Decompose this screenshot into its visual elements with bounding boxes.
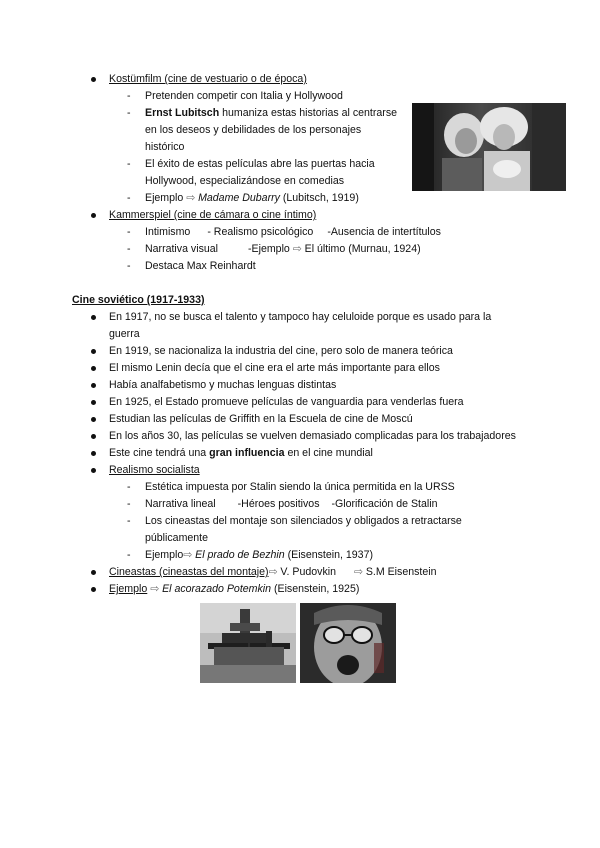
dash: - xyxy=(127,90,131,102)
bullet-dot xyxy=(91,587,96,592)
bullet-dot xyxy=(91,468,96,473)
sovietico-bullet: Había analfabetismo y muchas lenguas distintas xyxy=(109,379,337,391)
kammerspiel-row: Narrativa visual -Ejemplo ⇨ El último (Murnau, 1924) xyxy=(145,243,421,255)
hollow-right-arrow-icon: ⇨ xyxy=(150,583,160,595)
hollow-right-arrow-icon: ⇨ xyxy=(353,566,363,578)
sovietico-bullet: En 1917, no se busca el talento y tampoco hay celuloide porque es usado para la xyxy=(109,311,492,323)
ejemplo-line: Ejemplo ⇨ El acorazado Potemkin (Eisenstein, 1925) xyxy=(109,583,360,595)
screaming-woman-film-still xyxy=(300,603,396,683)
sovietico-bullet: Estudian las películas de Griffith en la Escuela de cine de Moscú xyxy=(109,413,413,425)
dash: - xyxy=(127,481,131,493)
battleship-film-still xyxy=(200,603,296,683)
sovietico-bullet: En los años 30, las películas se vuelven demasiado complicadas para los trabajadores xyxy=(109,430,516,442)
realismo-item: públicamente xyxy=(145,532,209,544)
bullet-dot xyxy=(91,570,96,575)
dash: - xyxy=(127,192,131,204)
dash: - xyxy=(127,260,131,272)
dash: - xyxy=(127,243,131,255)
cineastas-line: Cineastas (cineastas del montaje)⇨ V. Pudovkin ⇨ S.M Eisenstein xyxy=(109,566,437,578)
sovietico-bullet: En 1919, se nacionaliza la industria del cine, pero solo de manera teórica xyxy=(109,345,453,357)
hollow-right-arrow-icon: ⇨ xyxy=(186,192,196,204)
kostumfilm-item: en los deseos y debilidades de los personajes xyxy=(145,124,362,136)
kostumfilm-item: histórico xyxy=(145,141,185,153)
dash: - xyxy=(127,158,131,170)
bullet-dot xyxy=(91,213,96,218)
bullet-dot xyxy=(91,315,96,320)
kostumfilm-item: Hollywood, especializándose en comedias xyxy=(145,175,345,187)
bullet-dot xyxy=(91,417,96,422)
bullet-dot xyxy=(91,451,96,456)
dubarry-film-still xyxy=(412,103,566,191)
hollow-right-arrow-icon: ⇨ xyxy=(183,549,193,561)
bullet-dot xyxy=(91,383,96,388)
realismo-item: Estética impuesta por Stalin siendo la única permitida en la URSS xyxy=(145,481,455,493)
realismo-row: Narrativa lineal -Héroes positivos -Glorificación de Stalin xyxy=(145,498,438,510)
sovietico-bullet: El mismo Lenin decía que el cine era el arte más importante para ellos xyxy=(109,362,440,374)
bullet-dot xyxy=(91,400,96,405)
realismo-example: Ejemplo⇨ El prado de Bezhin (Eisenstein, 1937) xyxy=(145,549,373,561)
sovietico-bullet: En 1925, el Estado promueve películas de vanguardia para venderlas fuera xyxy=(109,396,464,408)
sovietico-bullet-influencia: Este cine tendrá una gran influencia en el cine mundial xyxy=(109,447,373,459)
realismo-heading: Realismo socialista xyxy=(109,464,200,476)
kammerspiel-heading: Kammerspiel (cine de cámara o cine íntimo) xyxy=(109,209,317,221)
sovietico-heading: Cine soviético (1917-1933) xyxy=(72,294,205,306)
kostumfilm-heading: Kostümfilm (cine de vestuario o de época) xyxy=(109,73,307,85)
dash: - xyxy=(127,226,131,238)
bullet-dot xyxy=(91,366,96,371)
dash: - xyxy=(127,515,131,527)
kostumfilm-example: Ejemplo ⇨ Madame Dubarry (Lubitsch, 1919) xyxy=(145,192,359,204)
dash: - xyxy=(127,107,131,119)
bullet-dot xyxy=(91,77,96,82)
kostumfilm-item: Ernst Lubitsch humaniza estas historias al centrarse xyxy=(145,107,398,119)
kammerspiel-row: Intimismo - Realismo psicológico -Ausencia de intertítulos xyxy=(145,226,441,238)
kammerspiel-row: Destaca Max Reinhardt xyxy=(145,260,256,272)
bullet-dot xyxy=(91,434,96,439)
hollow-right-arrow-icon: ⇨ xyxy=(292,243,302,255)
realismo-item: Los cineastas del montaje son silenciados y obligados a retractarse xyxy=(145,515,462,527)
hollow-right-arrow-icon: ⇨ xyxy=(268,566,278,578)
bullet-dot xyxy=(91,349,96,354)
kostumfilm-item: El éxito de estas películas abre las puertas hacia xyxy=(145,158,375,170)
dash: - xyxy=(127,498,131,510)
kostumfilm-item: Pretenden competir con Italia y Hollywood xyxy=(145,90,343,102)
sovietico-bullet: guerra xyxy=(109,328,140,340)
dash: - xyxy=(127,549,131,561)
